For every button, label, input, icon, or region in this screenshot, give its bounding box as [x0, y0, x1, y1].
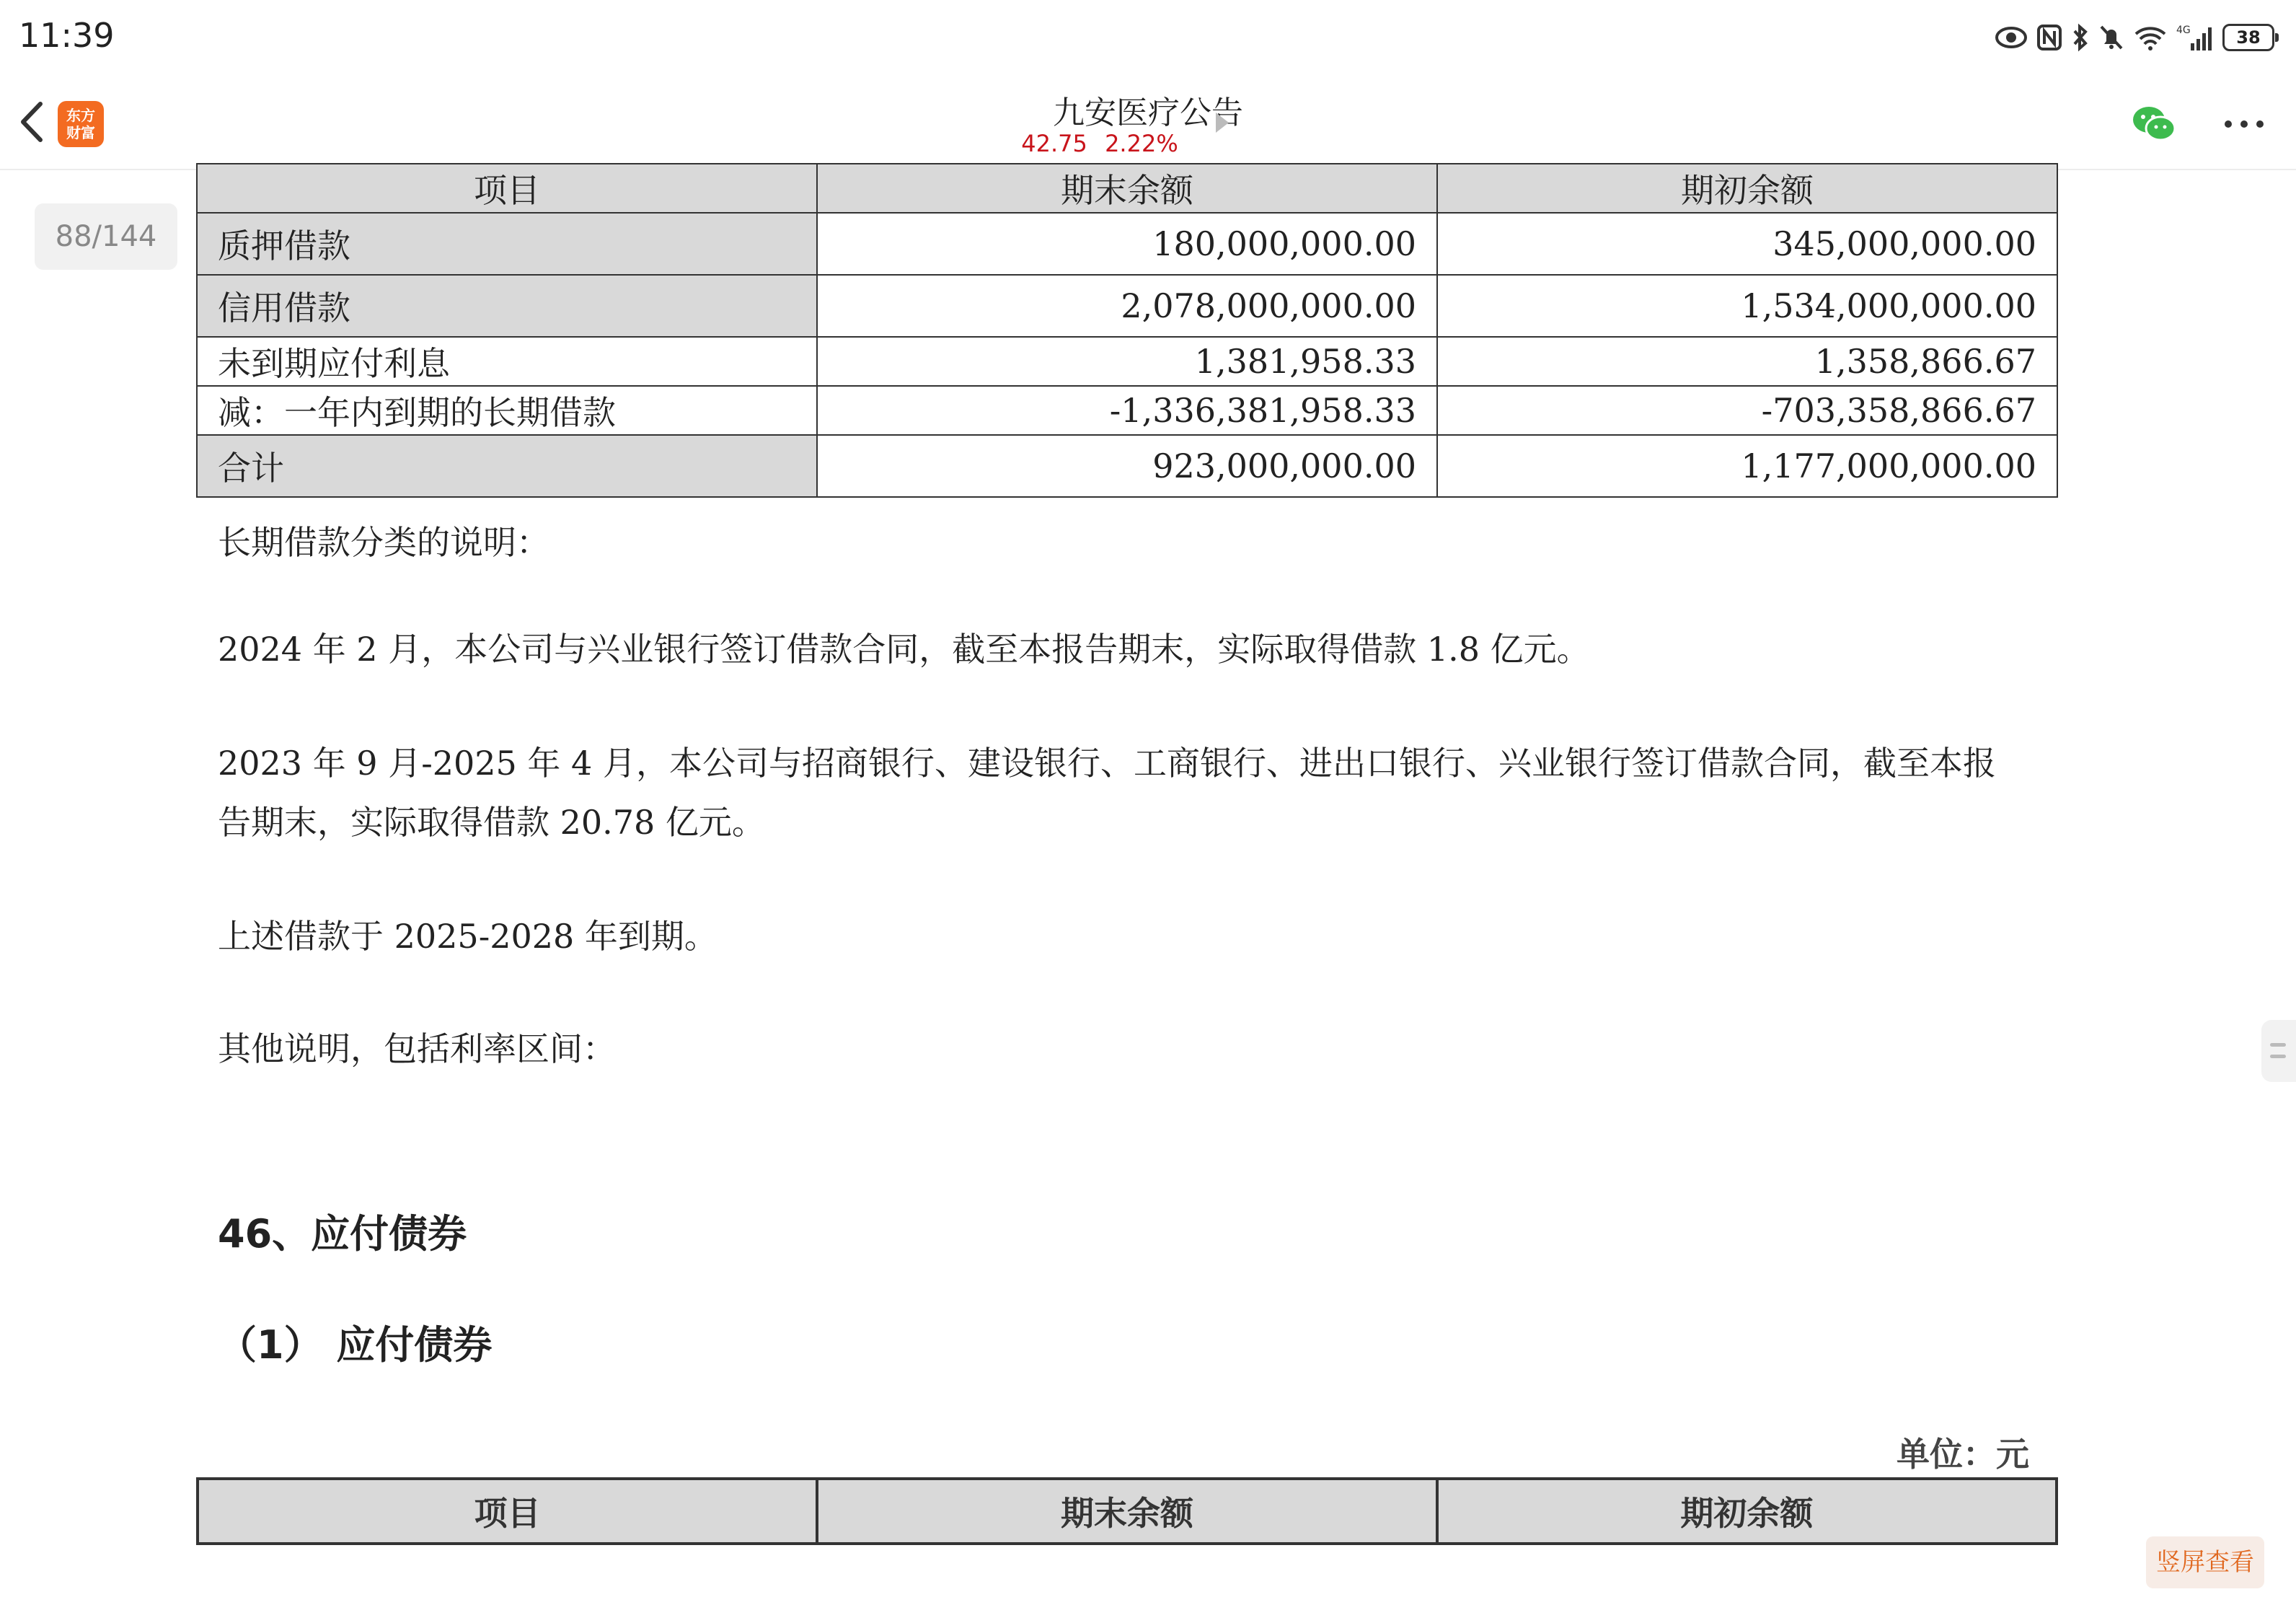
row-end-value: -1,336,381,958.33: [817, 386, 1437, 435]
paragraph: 2023 年 9 月-2025 年 4 月，本公司与招商银行、建设银行、工商银行、进出口银行、兴业银行签订借款合同，截至本报: [218, 744, 1996, 783]
portrait-view-button[interactable]: 竖屏查看: [2146, 1536, 2264, 1588]
stock-change: 2.22%: [1105, 130, 1178, 157]
table-row: [197, 275, 2057, 337]
table-row: [197, 337, 2057, 386]
header-begin-balance: 期初余额: [1437, 164, 2057, 213]
row-begin-value: -703,358,866.67: [1437, 386, 2057, 435]
header-end-balance: 期末余额: [817, 1479, 1436, 1544]
battery-indicator: 38: [2222, 24, 2274, 51]
more-icon[interactable]: [2224, 118, 2264, 130]
cellular-signal-icon: [2176, 23, 2214, 52]
row-begin-value: 345,000,000.00: [1437, 213, 2057, 275]
row-end-value: 923,000,000.00: [817, 435, 1437, 497]
table-row: [197, 435, 2057, 497]
row-label: 未到期应付利息: [197, 337, 817, 386]
status-bar: [0, 0, 2296, 75]
table-header-row: [198, 1479, 2057, 1544]
app-logo: 东方 财富: [58, 101, 104, 147]
row-begin-value: 1,177,000,000.00: [1437, 435, 2057, 497]
status-time: 11:39: [19, 16, 115, 55]
row-begin-value: 1,534,000,000.00: [1437, 275, 2057, 337]
unit-label: 单位：元: [1897, 1435, 2029, 1474]
paragraph: 告期末，实际取得借款 20.78 亿元。: [218, 803, 765, 842]
page-indicator: 88/144: [35, 203, 177, 270]
side-drawer-handle[interactable]: [2261, 1020, 2296, 1082]
wechat-share-icon[interactable]: [2130, 102, 2178, 146]
paragraph: 上述借款于 2025-2028 年到期。: [218, 917, 718, 956]
table-header-row: [197, 164, 2057, 213]
header-end-balance: 期末余额: [817, 164, 1437, 213]
nfc-icon: [2036, 24, 2062, 51]
row-end-value: 1,381,958.33: [817, 337, 1437, 386]
mute-bell-icon: [2098, 24, 2124, 51]
row-label: 合计: [197, 435, 817, 497]
paragraph: 其他说明，包括利率区间：: [218, 1029, 616, 1068]
eye-icon: [1995, 25, 2028, 50]
row-label: 信用借款: [197, 275, 817, 337]
header-begin-balance: 期初余额: [1437, 1479, 2057, 1544]
bluetooth-icon: [2071, 23, 2090, 52]
stock-quote[interactable]: [0, 130, 2199, 157]
table-row: [197, 213, 2057, 275]
header-item: 项目: [198, 1479, 817, 1544]
page-title: 九安医疗公告: [1053, 94, 1243, 131]
row-end-value: 180,000,000.00: [817, 213, 1437, 275]
status-icons: [1995, 22, 2274, 53]
top-nav-bar: [0, 75, 2296, 170]
row-label: 减：一年内到期的长期借款: [197, 386, 817, 435]
wifi-icon: [2133, 24, 2168, 51]
paragraph: 2024 年 2 月，本公司与兴业银行签订借款合同，截至本报告期末，实际取得借款 1.8 亿元。: [218, 630, 1590, 669]
bonds-payable-table: [196, 1477, 2058, 1545]
row-label: 质押借款: [197, 213, 817, 275]
table-row: [197, 386, 2057, 435]
section-heading: 46、应付债券: [218, 1211, 467, 1257]
subsection-heading: （1） 应付债券: [218, 1322, 493, 1368]
row-begin-value: 1,358,866.67: [1437, 337, 2057, 386]
quote-arrow-icon[interactable]: [1216, 113, 1229, 133]
row-end-value: 2,078,000,000.00: [817, 275, 1437, 337]
paragraph: 长期借款分类的说明：: [218, 523, 549, 562]
svg-text:4G: 4G: [2176, 25, 2191, 36]
header-item: 项目: [197, 164, 817, 213]
stock-price: 42.75: [1021, 130, 1087, 157]
long-term-borrowings-table: [196, 163, 2058, 498]
